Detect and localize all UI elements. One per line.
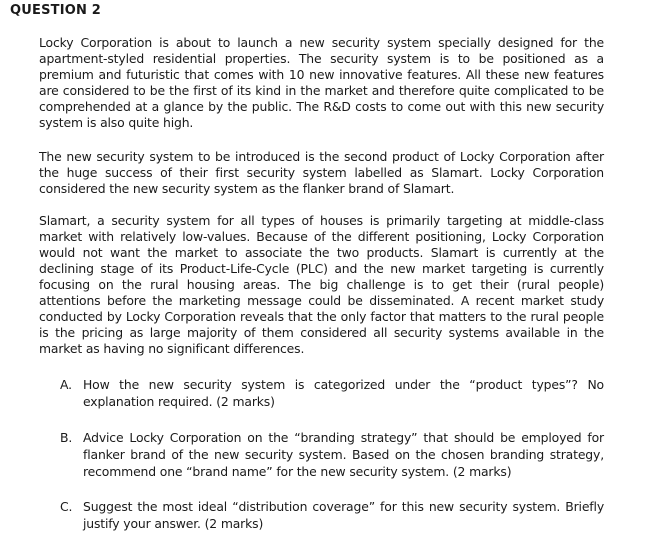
sub-question-text: Suggest the most ideal “distribution coverage” for this new security system. Briefly justify your answer. (2 marks) xyxy=(83,499,604,531)
case-paragraph-3: Slamart, a security system for all types of houses is primarily targeting at middle-class market with relatively low-values. Because of the different positioning, Locky Corporation would not want the market to associate the two products. Slamart is currently at the declining stage of its Product-Life-Cycle (PLC) and the new market targeting is currently focusing on the rural housing areas. The big challenge is to get their (rural people) attentions before the marketing message could be disseminated. A recent market study conducted by Locky Corporation reveals that the only factor that matters to the rural people is the pricing as large majority of them considered all security systems available in the market as having no significant differences. xyxy=(39,213,604,356)
sub-question-letter: A. xyxy=(60,377,72,392)
sub-question-c xyxy=(60,498,604,532)
sub-question-a xyxy=(60,376,604,410)
question-heading: QUESTION 2 xyxy=(10,3,102,18)
sub-question-b xyxy=(60,429,604,480)
case-paragraph-1: Locky Corporation is about to launch a new security system specially designed for the apartment-styled residential properties. The security system is to be positioned as a premium and futuristic that comes with 10 new innovative features. All these new features are considered to be the first of its kind in the market and therefore quite complicated to be comprehended at a glance by the public. The R&D costs to come out with this new security system is also quite high. xyxy=(39,35,604,130)
case-paragraph-2: The new security system to be introduced is the second product of Locky Corporation after the huge success of their first security system labelled as Slamart. Locky Corporation considered the new security system as the flanker brand of Slamart. xyxy=(39,149,604,196)
sub-question-letter: B. xyxy=(60,430,73,445)
sub-question-text: Advice Locky Corporation on the “branding strategy” that should be employed for flanker brand of the new security system. Based on the chosen branding strategy, recommend one “brand name” for the new security system. (2 marks) xyxy=(83,430,604,479)
sub-question-text: How the new security system is categorized under the “product types”? No explanation required. (2 marks) xyxy=(83,377,604,409)
sub-question-letter: C. xyxy=(60,499,73,514)
